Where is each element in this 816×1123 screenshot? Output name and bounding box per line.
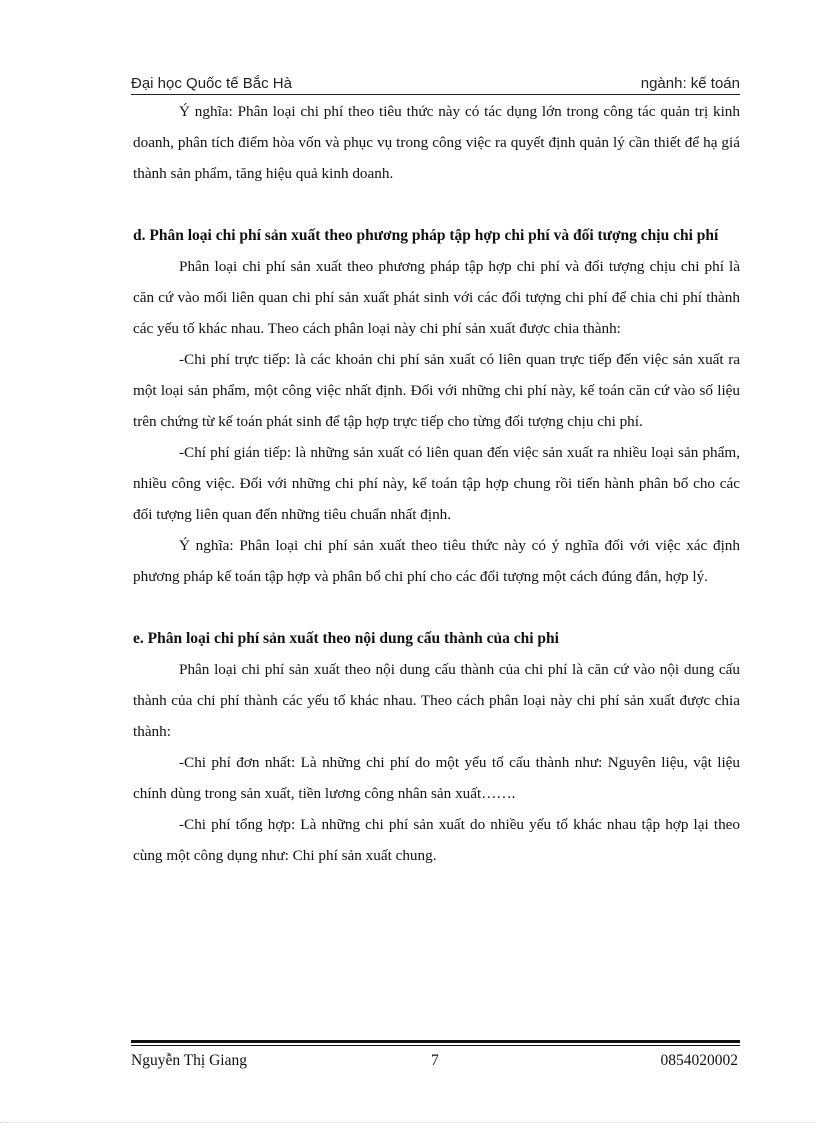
paragraph-significance-2: Ý nghĩa: Phân loại chi phí sản xuất theo tiêu thức này có ý nghĩa đối với việc xác định phương pháp kế toán tập hợp và phân bổ chi phí cho các đối tượng một cách đúng đắn, hợp lý.: [133, 537, 740, 585]
page-footer: [131, 1052, 740, 1074]
header-major: ngành: kế toán: [640, 75, 740, 92]
paragraph-direct-costs: -Chi phí trực tiếp: là các khoản chi phí sản xuất có liên quan trực tiếp đến việc sản xuất ra một loại sản phẩm, một công việc nhất định. Đối với những chi phí này, kế toán căn cứ vào số liệu trên chứng từ kế toán phát sinh để tập hợp trực tiếp cho từng đối tượng chịu chi phí.: [133, 351, 740, 430]
spacer: [133, 189, 740, 220]
paragraph-content-classification: Phân loại chi phí sản xuất theo nội dung cấu thành của chi phí là căn cứ vào nội dung cấu thành của chi phí thành các yếu tố khác nhau. Theo cách phân loại này chi phí sản xuất được chia thành:: [133, 661, 740, 740]
header-divider: [131, 94, 740, 95]
footer-author: Nguyễn Thị Giang: [131, 1052, 247, 1069]
footer-divider-thick: [131, 1040, 740, 1043]
paragraph-single-costs: -Chi phí đơn nhất: Là những chi phí do một yếu tố cấu thành như: Nguyên liệu, vật liệu chính dùng trong sản xuất, tiền lương công nhân sản xuất…….: [133, 754, 740, 802]
document-body: [133, 96, 740, 871]
paragraph-indirect-costs: -Chí phí gián tiếp: là những sản xuất có liên quan đến việc sản xuất ra nhiều loại sản phẩm, nhiều công việc. Đối với những chi phí này, kế toán tập hợp chung rồi tiến hành phân bổ cho các đối tượng liên quan đến những tiêu chuẩn nhất định.: [133, 444, 740, 523]
section-heading-d: d. Phân loại chi phí sản xuất theo phương pháp tập hợp chi phí và đối tượng chịu chi phí: [133, 227, 719, 244]
footer-divider-thin: [131, 1045, 740, 1046]
footer-page-number: 7: [431, 1052, 439, 1069]
paragraph-classification-method: Phân loại chi phí sản xuất theo phương pháp tập hợp chi phí và đối tượng chịu chi phí là căn cứ vào mối liên quan chi phí sản xuất phát sinh với các đối tượng chi phí để chia chi phí thành các yếu tố khác nhau. Theo cách phân loại này chi phí sản xuất được chia thành:: [133, 258, 740, 337]
section-heading-e: e. Phân loại chi phí sản xuất theo nội dung cấu thành của chi phi: [133, 630, 559, 647]
footer-student-id: 0854020002: [660, 1052, 738, 1069]
header-university: Đại học Quốc tế Bắc Hà: [131, 75, 292, 92]
paragraph-composite-costs: -Chi phí tổng hợp: Là những chi phí sản xuất do nhiều yếu tố khác nhau tập hợp lại theo cùng một công dụng như: Chi phí sản xuất chung.: [133, 816, 740, 864]
paragraph-significance-1: Ý nghĩa: Phân loại chi phí theo tiêu thức này có tác dụng lớn trong công tác quản trị kinh doanh, phân tích điểm hòa vốn và phục vụ trong công việc ra quyết định quản lý cần thiết để hạ giá thành sản phẩm, tăng hiệu quả kinh doanh.: [133, 103, 740, 182]
spacer: [133, 592, 740, 623]
